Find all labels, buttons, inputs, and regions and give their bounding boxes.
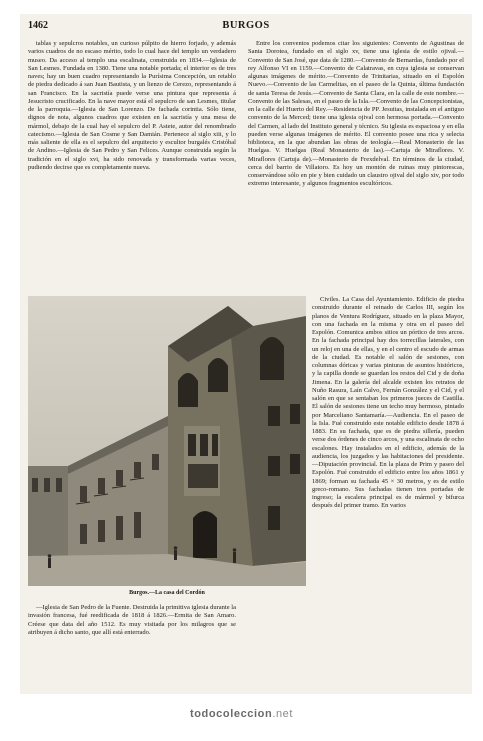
watermark-domain: .net xyxy=(272,708,294,720)
left-column-bottom-text: —Iglesia de San Pedro de la Fuente. Destruida la primitiva iglesia durante la invasión francesa, fué reedificada de 1818 á 1826.—Ermita de San Amaro. Créese que data del año 1512. Es muy visitada por los milagros que se atribuyen á dicho santo, que allí está enterrado. xyxy=(28,604,236,636)
figure-caption: Burgos.—La casa del Cordón xyxy=(129,590,205,596)
watermark-brand: todocoleccion xyxy=(189,708,273,720)
right-column-top-text: Entre los conventos podemos citar los siguientes: Convento de Agustinas de Santa Dorotea, fundado en el siglo xv, tiene una iglesia de estilo ojival.—Convento de San José, que data de 1280.—Convento de Bernardas, fundado por el rey Alfonso VI en 1159.—Convento de Calatravas, en cuya iglesia se conservan algunas imágenes de mérito.—Convento de Trinitarias, situado en el Espolón Nuevo.—Convento de las Carmelitas, en el paseo de la Quinta, última fundación de santa Teresa de Jesús.—Convento de Santa Clara, en la calle de este nombre.—Convento de las Salesas, en el paseo de la Isla.—Convento de las Concepcionistas, en la calle del Huerto del Rey.—Residencia de PP. Jesuitas, instalada en el antiguo convento de la Merced; tiene una iglesia ojival con hermosa portada.—Convento del Carmen, al lado del Instituto general y técnico. Su iglesia es espaciosa y en ella pueden verse algunas imágenes de mérito. El convento posee una rica y selecta biblioteca, en la que abundan las obras de teología.—Real Monasterio de las Huelgas. V. Huelgas (Real Monasterio de las).—Cartuja de Miraflores. V. Miraflores (Cartuja de).—Monasterio de Frexdelval. En términos de la ciudad, cerca del barrio de Villatoro. Es hoy un montón de ruinas muy pintorescas, conservándose sólo en pie y bien cuidado un claustro ojival del siglo xiv, por todo extremo interesante, y algunos fragmentos escultóricos. xyxy=(248,40,464,188)
left-column-top xyxy=(28,40,236,294)
page-header xyxy=(20,20,472,34)
watermark-banner xyxy=(0,704,483,728)
left-column-bottom xyxy=(28,604,236,684)
left-column-top-text: tablas y sepulcros notables, un curioso púlpito de hierro forjado, y además varios cuadros de no escaso mérito, todo lo cual hace del templo un verdadero museo. Da acceso al templo una escalinata, construida en 1834.—Iglesia de San Lesmes. Fundada en 1380. Tiene una notable portada; el interior es de tres naves; hay un buen cuadro representando la Purísima Concepción, un retablo de piedra dedicado á san Juan Bautista, y un lienzo de Cerezo, representando á san Francisco. En la sacristía puede verse una pintura que representa á Jesucristo crucificado. En la nave mayor está el sepulcro de san Lesmes, titular de la parroquia.—Iglesia de San Lorenzo. De fachada corintia. Sólo tiene, dignos de nota, algunos cuadros que existen en la sacristía y una mesa de mármol, debajo de la cual hay el sepulcro del P. Astete, autor del renombrado catecismo.—Iglesia de San Cosme y San Damián. Pertenece al siglo xiii, y lo más saliente de ella es el sepulcro del arquitecto y escultor burgalés Cristóbal de Andino.—Iglesia de San Pedro y San Felices. Aunque construida según la tradición en el siglo xvi, ha sido renovada y transformada varias veces, pudiendo decirse que es completamente nueva. xyxy=(28,40,236,171)
building-illustration xyxy=(28,296,306,586)
page-title: BURGOS xyxy=(222,20,270,31)
right-column-middle-text: Civiles. La Casa del Ayuntamiento. Edificio de piedra construido durante el reinado de Carlos III, según los planos de Ventura Rodríguez, situado en la plaza Mayor, con una fachada en la misma y otra en el paseo del Espolón. Comunica ambos sitios un pórtico de tres arcos. En la fachada principal hay dos torrecillas laterales, con un reloj en una de ellas, y en el centro el escudo de armas de la ciudad. Es notable el salón de sesiones, con columnas dóricas y varias pinturas de asuntos históricos, y la capilla donde se guardan los restos del Cid y de doña Jimena. En la galería del alcalde existen los retratos de Nuño Rasura, Laín Calvo, Fernán González y el Cid, y el salón en que se sentaban los primeros jueces de Castilla. El salón de sesiones tiene un techo muy hermoso, pintado por Marceliano Santamaría.—Audiencia. En el paseo de la Isla. Fué construido este notable edificio desde 1878 á 1883. En su fachada, que es de piedra sillería, pueden verse dos órdenes de cinco arcos, y una escalinata de ocho escalones. Hay instalados en el edificio, además de la audiencia, los juzgados y las habitaciones del presidente.—Diputación provincial. En la plaza de Prim y paseo del Espolón. Fué construido el edificio entre los años 1861 y 1869; forman su fachada 45 × 30 metros, y es de estilo greco-romano. Sus fachadas tienen tres portadas de ingreso; la escalera principal es de mármol y bifurca después del primer tramo. En varios xyxy=(312,296,464,510)
watermark-text xyxy=(190,708,293,720)
engraving-casa-del-cordon xyxy=(28,296,306,586)
book-page xyxy=(20,14,472,694)
page-number: 1462 xyxy=(28,20,48,31)
right-column-middle xyxy=(312,296,464,682)
